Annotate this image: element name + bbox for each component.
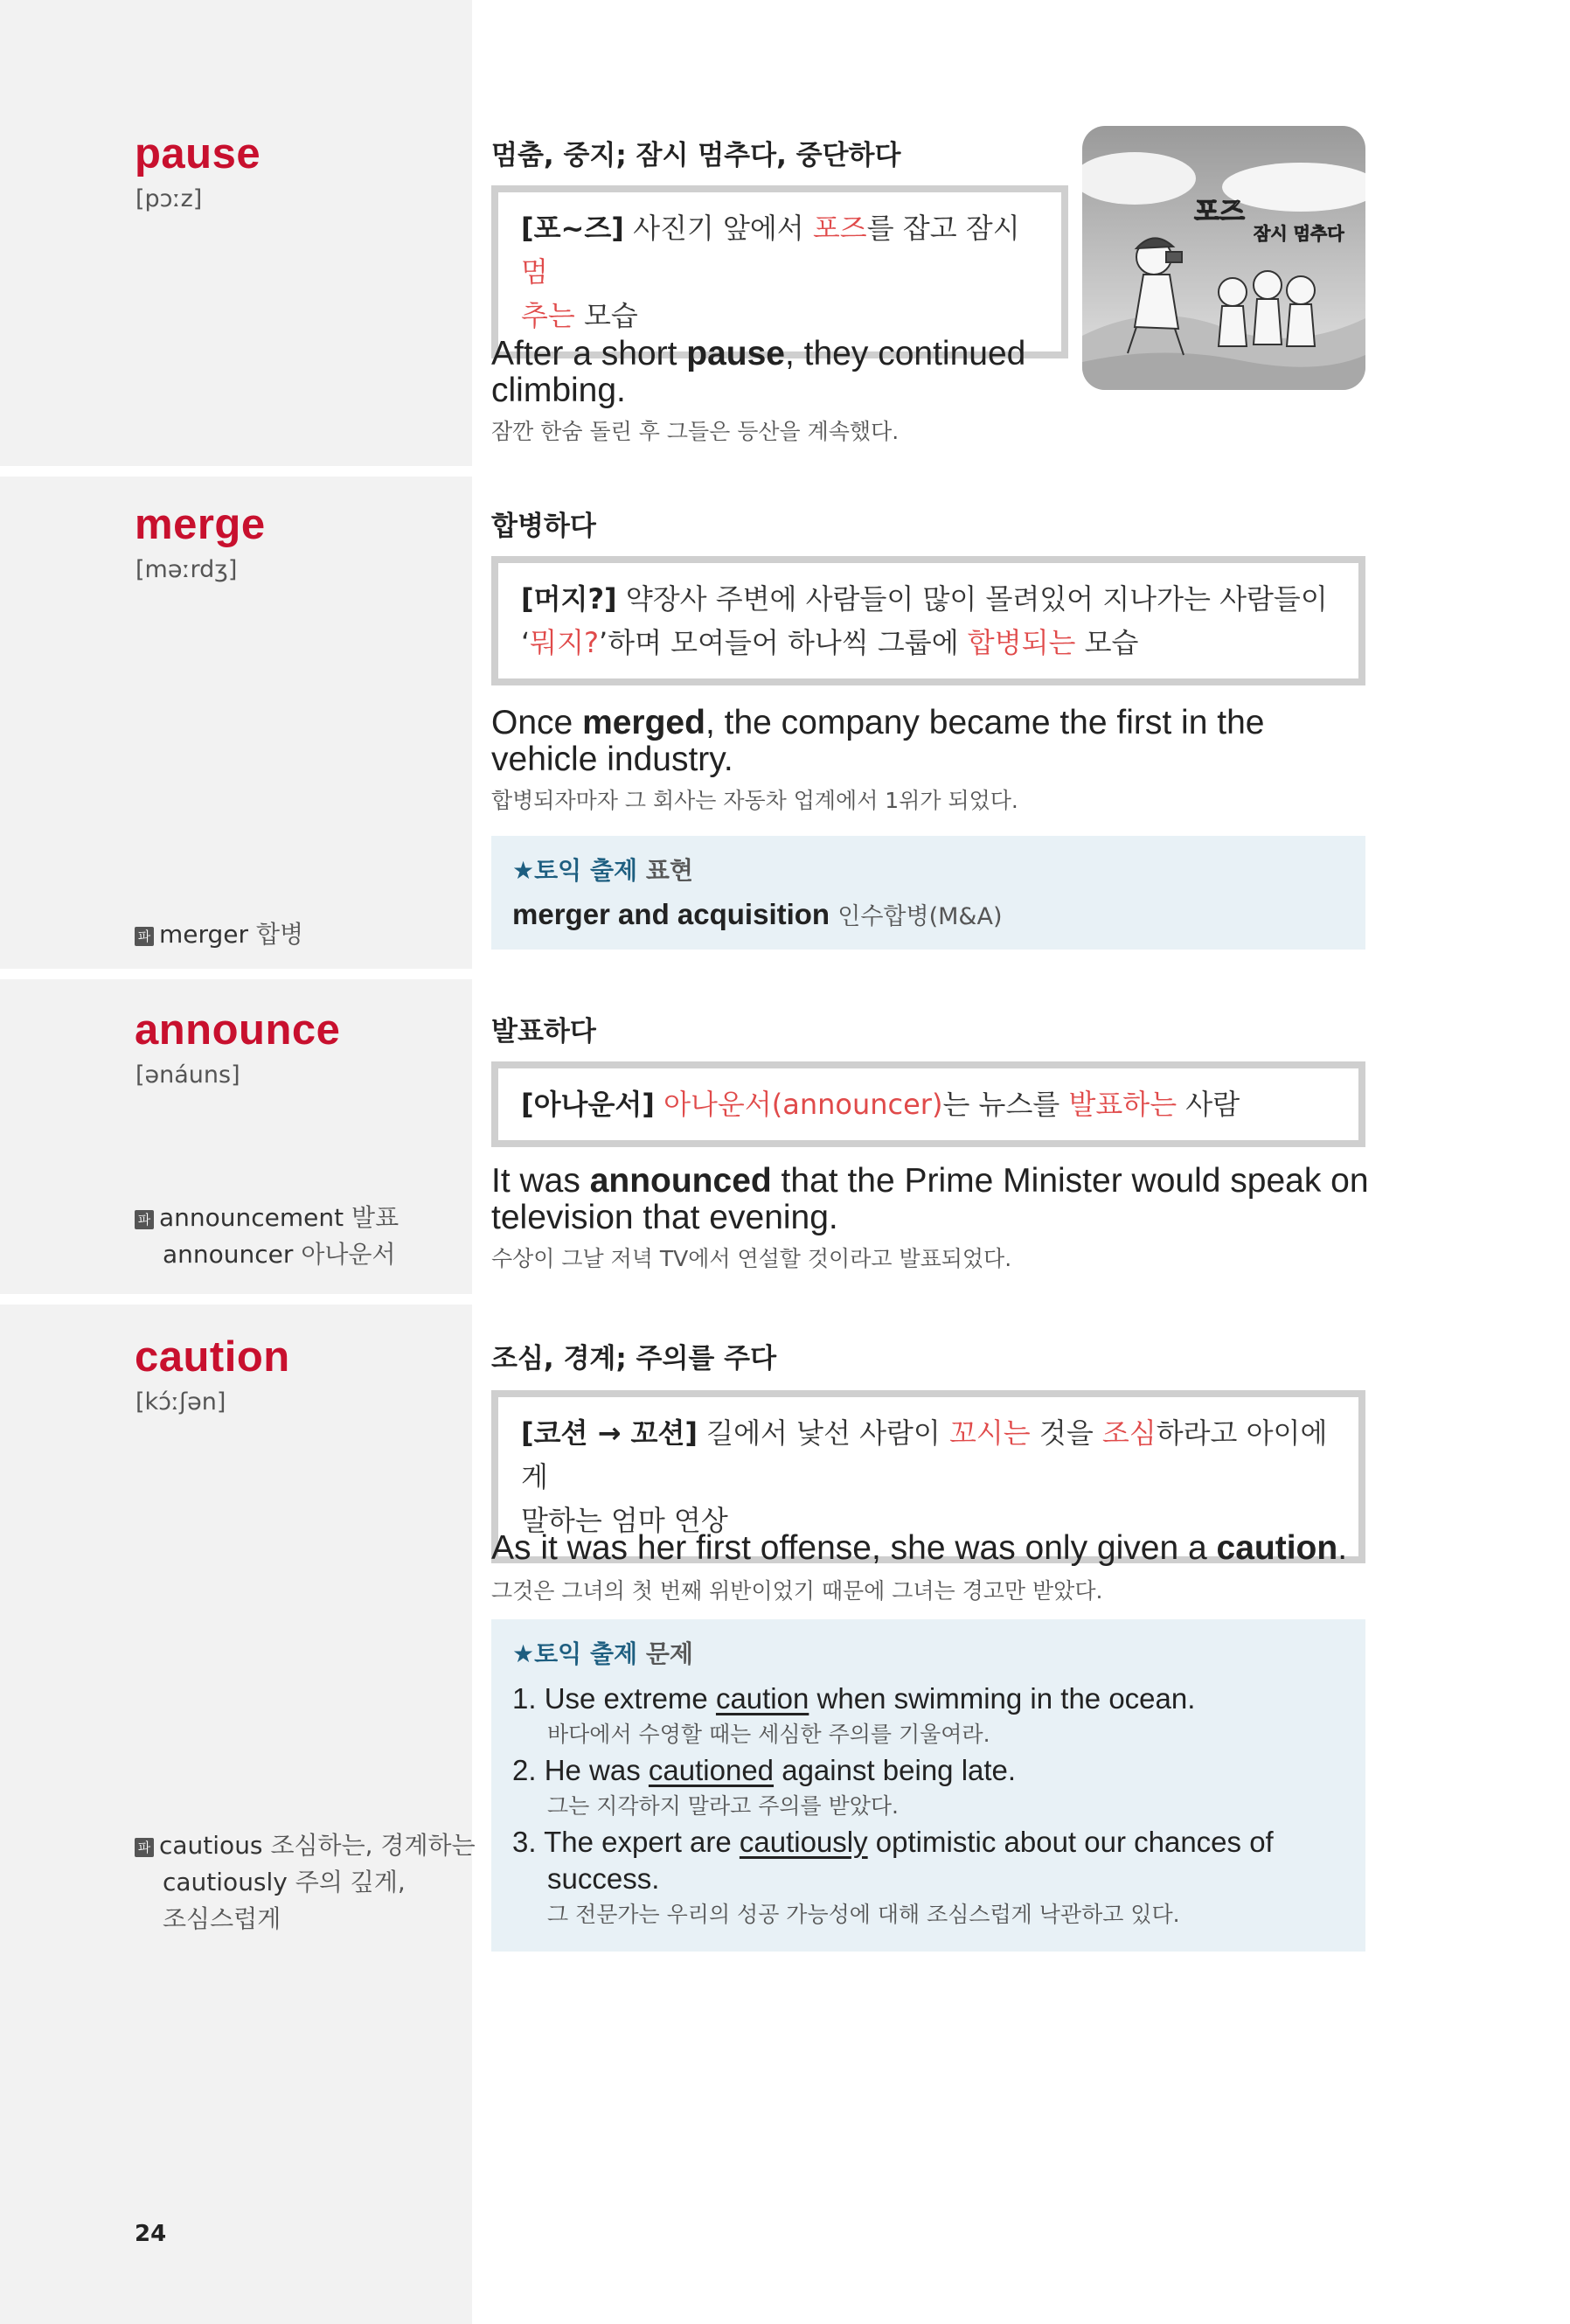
mnemonic-key: [머지?] <box>521 582 617 616</box>
cartoon-illustration <box>1082 126 1365 390</box>
mnemonic-highlight: 발표하는 <box>1068 1088 1178 1121</box>
mnemonic-key: [코션 → 꼬션] <box>521 1416 698 1450</box>
pronunciation: [ənáuns] <box>135 1061 240 1089</box>
derivative-badge: 파 <box>135 1838 154 1857</box>
mnemonic-text: ’하며 모여들어 하나씩 그룹에 <box>598 626 968 659</box>
entry-divider <box>0 466 472 477</box>
example-sentence: It was announced that the Prime Minister would speak on television that evening. <box>491 1162 1369 1236</box>
mnemonic-highlight: 포즈 <box>812 212 867 245</box>
mnemonic-box <box>491 1061 1365 1147</box>
mnemonic-text: 모습 <box>1075 626 1139 659</box>
page-number: 24 <box>135 2221 167 2247</box>
meaning: 발표하다 <box>491 1016 596 1047</box>
mnemonic-highlight: 뭐지? <box>530 626 599 659</box>
mnemonic-text: 것을 <box>1030 1416 1102 1450</box>
example-translation: 합병되자마자 그 회사는 자동차 업계에서 1위가 되었다. <box>491 788 1018 813</box>
headword: merge <box>135 501 266 548</box>
mnemonic-highlight: 아나운서(announcer) <box>663 1088 943 1121</box>
mnemonic-text: 사진기 앞에서 <box>623 212 813 245</box>
entry-divider <box>0 1294 472 1305</box>
pronunciation: [kɔ́ːʃən] <box>135 1388 226 1416</box>
example-sentence: As it was her first offense, she was only given a caution. <box>491 1529 1348 1567</box>
meaning: 합병하다 <box>491 511 596 542</box>
pronunciation: [məːrdʒ] <box>135 556 238 583</box>
example-translation: 그것은 그녀의 첫 번째 위반이었기 때문에 그녀는 경고만 받았다. <box>491 1578 1103 1604</box>
illustration-caption-small: 잠시 멈추다 <box>1254 223 1344 244</box>
pronunciation: [pɔːz] <box>135 185 203 212</box>
mnemonic-highlight: 합병되는 <box>967 626 1076 659</box>
tip-heading: ★토익 출제 표현 <box>512 856 693 885</box>
derivative-list: 파 cautious 조심하는, 경계하는 cautiously 주의 깊게, 조심스럽게 <box>135 1827 476 1938</box>
tip-phrase: merger and acquisition 인수합병(M&A) <box>512 898 1003 930</box>
question-translation: 바다에서 수영할 때는 세심한 주의를 기울여라. <box>547 1722 990 1747</box>
question-keyword: caution <box>715 1682 809 1715</box>
mnemonic-text: 사람 <box>1177 1088 1240 1121</box>
mnemonic-text: 모습 <box>574 299 638 332</box>
question-translation: 그는 지각하지 말라고 주의를 받았다. <box>547 1793 899 1819</box>
headword: caution <box>135 1333 290 1381</box>
mnemonic-key: [포~즈] <box>521 212 624 245</box>
mnemonic-box: [코션 → 꼬션] 길에서 낯선 사람이 꼬시는 것을 조심하라고 아이에게 말하는 엄마 연상 <box>491 1390 1365 1563</box>
toeic-tip-box <box>491 1619 1365 1952</box>
example-sentence: Once merged, the company became the first in the vehicle industry. <box>491 704 1265 778</box>
example-sentence: After a short pause, they continued climbing. <box>491 335 1026 409</box>
headword: announce <box>135 1006 341 1054</box>
mnemonic-text: 를 잡고 잠시 <box>866 212 1020 245</box>
question-keyword: cautioned <box>648 1754 775 1786</box>
mnemonic-box: [머지?] 약장사 주변에 사람들이 많이 몰려있어 지나가는 사람들이 ‘뭐지?’하며 모여들어 하나씩 그룹에 합병되는 모습 <box>491 556 1365 685</box>
meaning: 멈춤, 중지; 잠시 멈추다, 중단하다 <box>491 140 901 171</box>
illustration-caption-big: 포즈 <box>1194 197 1245 227</box>
mnemonic-highlight: 멈 <box>521 255 548 289</box>
mnemonic-text: 는 뉴스를 <box>942 1088 1069 1121</box>
toeic-tip-box <box>491 836 1365 950</box>
meaning: 조심, 경계; 주의를 주다 <box>491 1343 777 1374</box>
question-translation: 그 전문가는 우리의 성공 가능성에 대해 조심스럽게 낙관하고 있다. <box>547 1902 1180 1927</box>
question-item: 1. Use extreme caution when swimming in the ocean. <box>512 1682 1196 1715</box>
derivative-list: 파 announcement 발표 announcer 아나운서 <box>135 1200 399 1273</box>
mnemonic-highlight: 꼬시는 <box>948 1416 1031 1450</box>
mnemonic-text: 하라고 아이에게 <box>521 1416 1328 1493</box>
mnemonic-highlight: 추는 <box>521 299 575 332</box>
mnemonic-highlight: 조심 <box>1101 1416 1157 1450</box>
derivative-badge: 파 <box>135 927 154 946</box>
headword: pause <box>135 130 261 177</box>
tip-heading: ★토익 출제 문제 <box>512 1639 693 1668</box>
entry-divider <box>0 969 472 979</box>
example-translation: 잠깐 한숨 돌린 후 그들은 등산을 계속했다. <box>491 419 900 444</box>
question-item: 2. He was cautioned against being late. <box>512 1754 1017 1786</box>
mnemonic-text: 약장사 주변에 사람들이 많이 몰려있어 지나가는 사람들이 <box>616 582 1328 616</box>
question-item: 3. The expert are cautiously optimistic about our chances of success. <box>512 1826 1274 1895</box>
mnemonic-key: [아나운서] <box>521 1088 655 1121</box>
derivative-list: 파 merger 합병 <box>135 916 303 953</box>
example-translation: 수상이 그날 저녁 TV에서 연설할 것이라고 발표되었다. <box>491 1246 1012 1271</box>
mnemonic-box <box>491 185 1068 358</box>
left-column-background <box>0 0 472 2324</box>
question-keyword: cautiously <box>739 1826 868 1858</box>
derivative-badge: 파 <box>135 1210 154 1229</box>
